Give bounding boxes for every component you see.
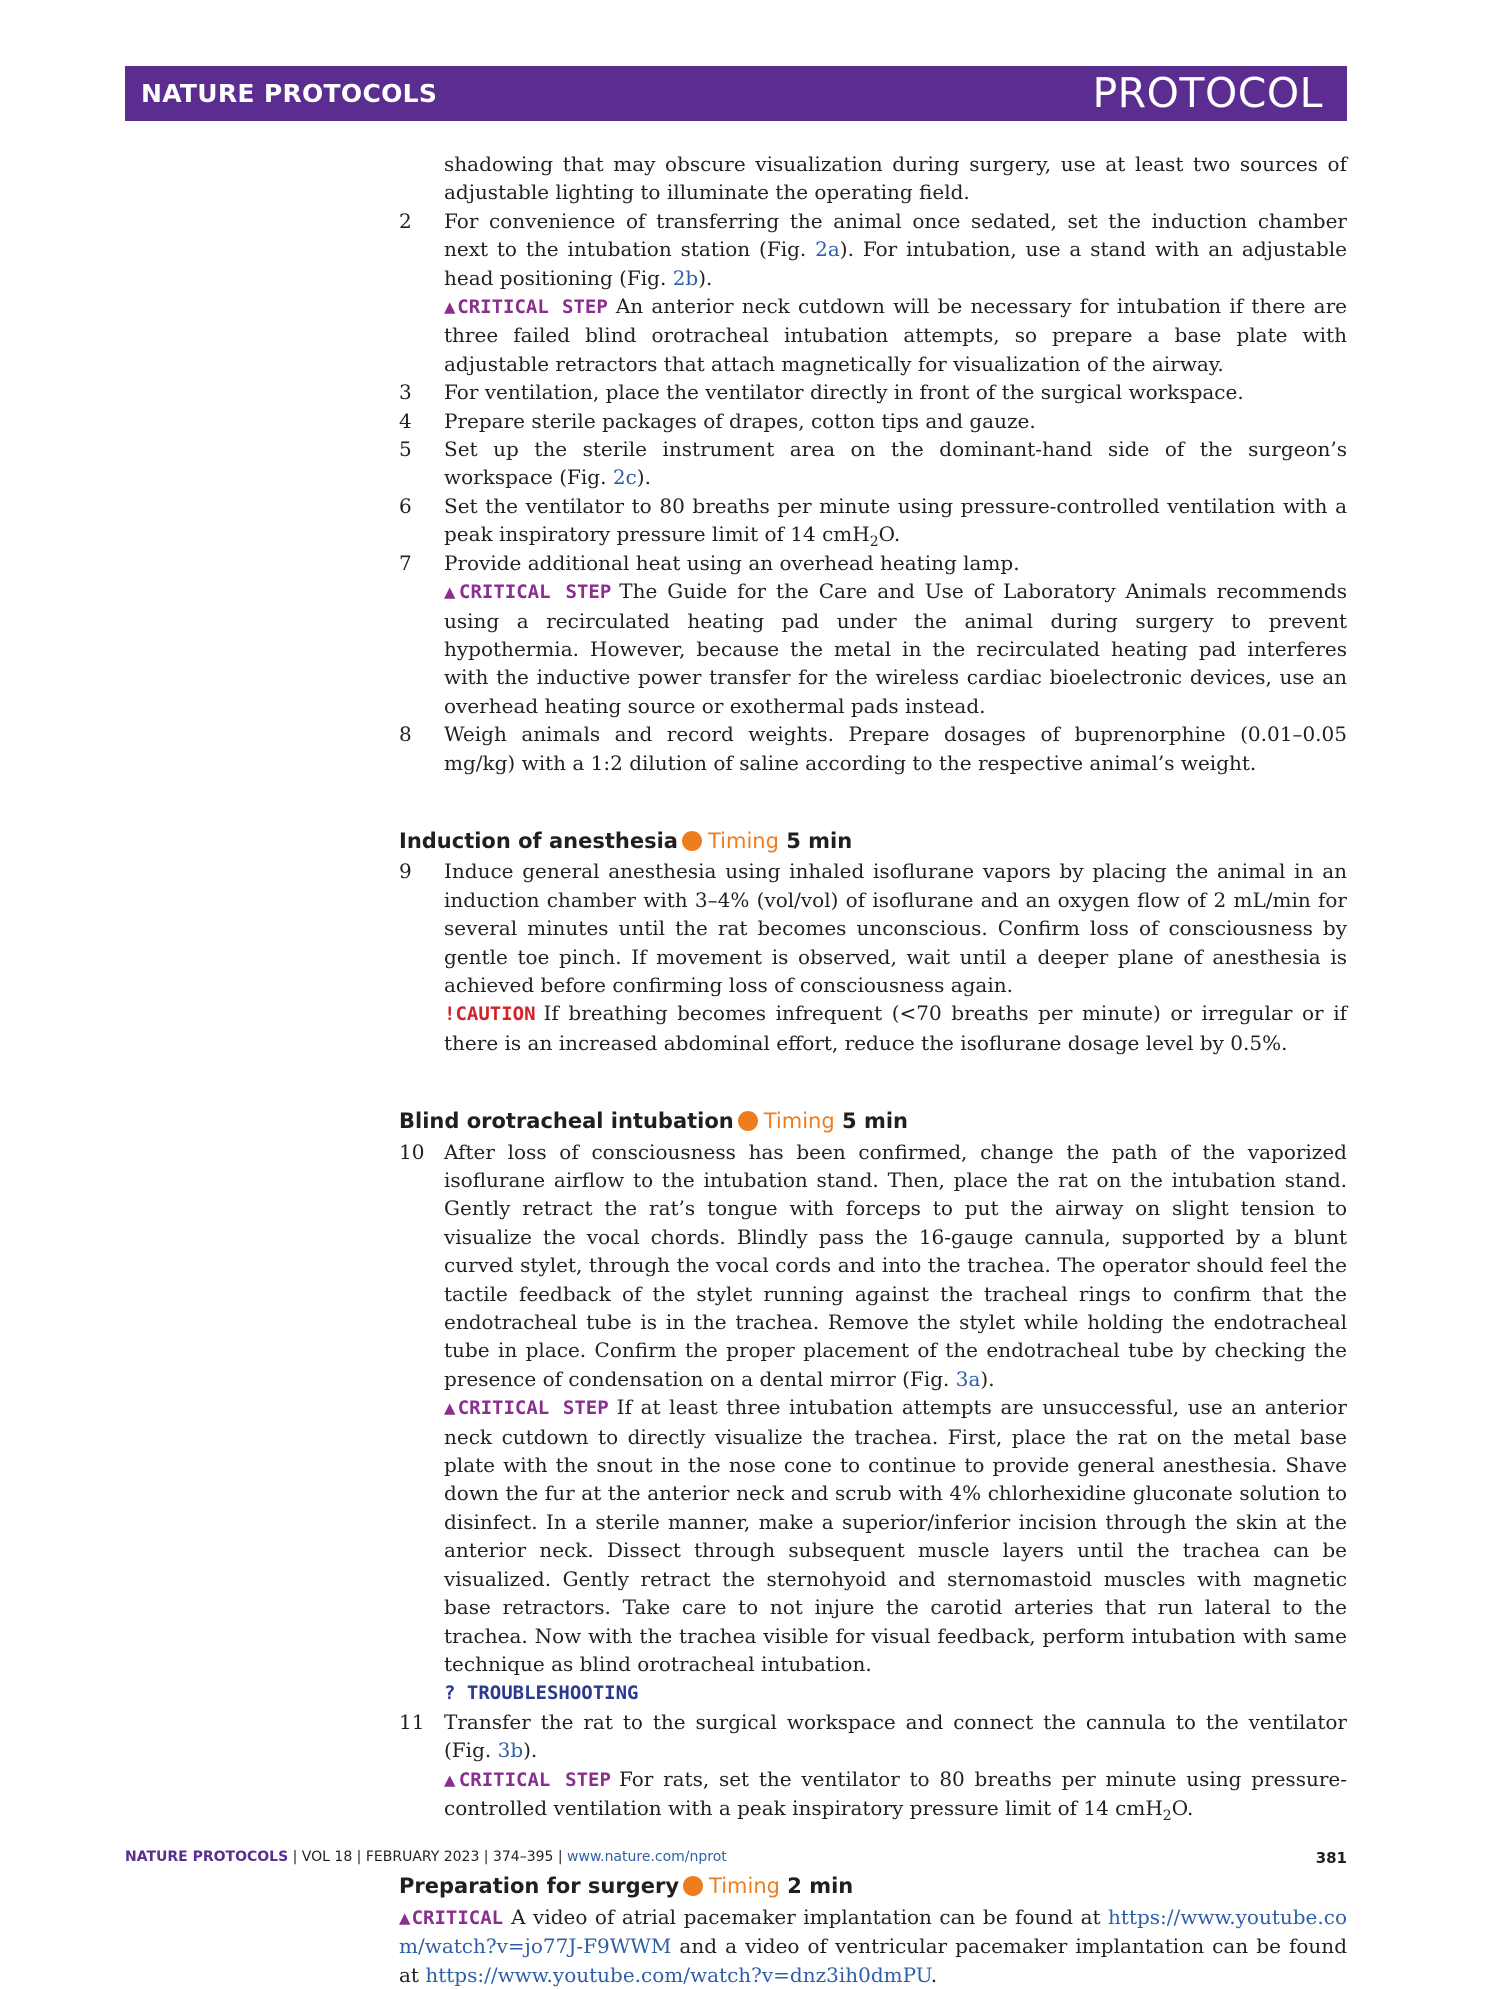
timing-dot-icon <box>738 1111 758 1131</box>
step-number: 2 <box>399 208 412 233</box>
figure-link[interactable]: 2b <box>672 265 699 290</box>
timing-dot-icon <box>683 1876 703 1896</box>
figure-link[interactable]: 3b <box>497 1738 524 1763</box>
timing-dot-icon <box>682 831 702 851</box>
step-1-continuation: shadowing that may obscure visualization during surgery, use at least two sources of adjustable lighting to illuminate the operating field. <box>444 152 1347 205</box>
step-4: 4 Prepare sterile packages of drapes, cotton tips and gauze. <box>399 407 1347 435</box>
step-3: 3 For ventilation, place the ventilator directly in front of the surgical workspace. <box>399 378 1347 406</box>
step-10: 10 After loss of consciousness has been confirmed, change the path of the vaporized isoflurane airflow to the intubation stand. Then, place the rat on the intubation stand. Gently retract the rat’s tongue with forceps to put the airway on slight tension to visualize the vocal chords. Blindly pass the 16-gauge cannula, supported by a blunt curved stylet, through the vocal cords and into the trachea. The operator should feel the tactile feedback of the stylet running against the tracheal rings to confirm that the endotracheal tube is in the trachea. Remove the stylet while holding the endotracheal tube in place. Confirm the proper placement of the endotracheal tube by checking the presence of condensation on a dental mirror (Fig. 3a). <box>399 1139 1347 1391</box>
critical-step-label: ▲CRITICAL STEP <box>444 1397 609 1420</box>
video-link[interactable]: https://www.youtube.com/watch?v=dnz3ih0dmPU <box>425 1962 931 1987</box>
troubleshooting-label[interactable]: ? TROUBLESHOOTING <box>444 1682 639 1705</box>
critical-step-note: ▲CRITICAL STEP If at least three intubation attempts are unsuccessful, use an anterior neck cutdown to directly visualize the trachea. First, place the rat on the metal base plate with the snout in the nose cone to continue to provide general anesthesia. Shave down the fur at the anterior neck and scrub with 4% chlorhexidine gluconate solution to disinfect. In a sterile manner, make a superior/inferior incision through the skin at the anterior neck. Dissect through subsequent muscle layers until the trachea can be visualized. Gently retract the sternohyoid and sternomastoid muscles with magnetic base retractors. Take care to not injure the carotid arteries that run lateral to the trachea. Now with the trachea visible for visual feedback, perform intubation with same technique as blind orotracheal intubation. <box>444 1395 1347 1676</box>
step-number: 9 <box>399 859 412 884</box>
step-6: 6 Set the ventilator to 80 breaths per minute using pressure-controlled ventilation with a peak inspiratory pressure limit of 14 cmH$_2$O. <box>399 493 1347 551</box>
figure-link[interactable]: 3a <box>955 1366 981 1391</box>
critical-step-label: ▲CRITICAL STEP <box>444 1768 611 1791</box>
journal-name: NATURE PROTOCOLS <box>141 79 438 108</box>
figure-link[interactable]: 2c <box>612 465 637 490</box>
step-number: 6 <box>399 493 412 518</box>
section-heading-intubation: Blind orotracheal intubation Timing 5 min <box>399 1109 908 1134</box>
step-5: 5 Set up the sterile instrument area on the dominant-hand side of the surgeon’s workspace (Fig. 2c). <box>399 437 1347 490</box>
critical-step-note: ▲CRITICAL STEP An anterior neck cutdown will be necessary for intubation if there are three failed blind orotracheal intubation attempts, so prepare a base plate with adjustable retractors that attach magnetically for visualization of the airway. <box>444 294 1347 376</box>
section-heading-induction: Induction of anesthesia Timing 5 min <box>399 828 853 853</box>
step-number: 8 <box>399 722 412 747</box>
figure-link[interactable]: 2a <box>815 237 840 262</box>
footer-volume-info: | VOL 18 | FEBRUARY 2023 | 374–395 | <box>292 1849 563 1865</box>
footer-url[interactable]: www.nature.com/nprot <box>567 1849 727 1865</box>
caution-note: !CAUTION If breathing becomes infrequent (<70 breaths per minute) or irregular or if there is an increased abdominal effort, reduce the isoflurane dosage level by 0.5%. <box>444 1001 1347 1055</box>
step-11: 11 Transfer the rat to the surgical workspace and connect the cannula to the ventilator (Fig. 3b). <box>399 1709 1347 1763</box>
step-8: 8 Weigh animals and record weights. Prepare dosages of buprenorphine (0.01–0.05 mg/kg) with a 1:2 dilution of saline according to the respective animal’s weight. <box>399 722 1347 775</box>
step-number: 7 <box>399 550 412 575</box>
critical-step-note: ▲CRITICAL STEP For rats, set the ventilator to 80 breaths per minute using pressure-controlled ventilation with a peak inspiratory pressure limit of 14 cmH$_2$O. <box>444 1766 1347 1824</box>
critical-label: ▲CRITICAL <box>399 1906 504 1929</box>
step-2: 2 For convenience of transferring the animal once sedated, set the induction chamber next to the intubation station (Fig. 2a). For intubation, use a stand with an adjustable head positioning (Fig. 2b). <box>399 208 1347 290</box>
video-link[interactable]: https://www.youtube.com/watch?v=jo77J-F9WWM <box>399 1904 1347 1959</box>
section-heading-surgery: Preparation for surgery Timing 2 min <box>399 1874 854 1899</box>
article-type: PROTOCOL <box>1092 69 1323 117</box>
step-9: 9 Induce general anesthesia using inhaled isoflurane vapors by placing the animal in an induction chamber with 3–4% (vol/vol) of isoflurane and an oxygen flow of 2 mL/min for several minutes until the rat becomes unconscious. Confirm loss of consciousness by gentle toe pinch. If movement is observed, wait until a deeper plane of anesthesia is achieved before confirming loss of consciousness again. <box>399 859 1347 997</box>
troubleshooting-note <box>399 1678 1347 1707</box>
step-number: 10 <box>399 1139 425 1164</box>
page-number: 381 <box>1315 1849 1347 1867</box>
main-content <box>399 150 1347 1989</box>
step-number: 3 <box>399 380 412 405</box>
step-number: 11 <box>399 1709 425 1734</box>
step-number: 5 <box>399 437 412 462</box>
step-7: 7 Provide additional heat using an overhead heating lamp. <box>399 549 1347 577</box>
header-bar <box>125 66 1347 121</box>
caution-label: !CAUTION <box>444 1003 536 1026</box>
step-number: 4 <box>399 408 412 433</box>
critical-step-label: ▲CRITICAL STEP <box>444 296 608 319</box>
footer-citation <box>125 1849 727 1865</box>
critical-note: ▲CRITICAL A video of atrial pacemaker implantation can be found at https://www.youtube.com/watch?v=jo77J-F9WWM and a video of ventricular pacemaker implantation can be found at https://www.youtube.com/watch?v=dnz3ih0dmPU. <box>399 1904 1347 1987</box>
footer-journal: NATURE PROTOCOLS <box>125 1849 289 1865</box>
critical-step-label: ▲CRITICAL STEP <box>444 581 612 604</box>
critical-step-note: ▲CRITICAL STEP The Guide for the Care and Use of Laboratory Animals recommends using a recirculated heating pad under the animal during surgery to prevent hypothermia. However, because the metal in the recirculated heating pad interferes with the inductive power transfer for the wireless cardiac bioelectronic devices, use an overhead heating source or exothermal pads instead. <box>444 579 1347 718</box>
